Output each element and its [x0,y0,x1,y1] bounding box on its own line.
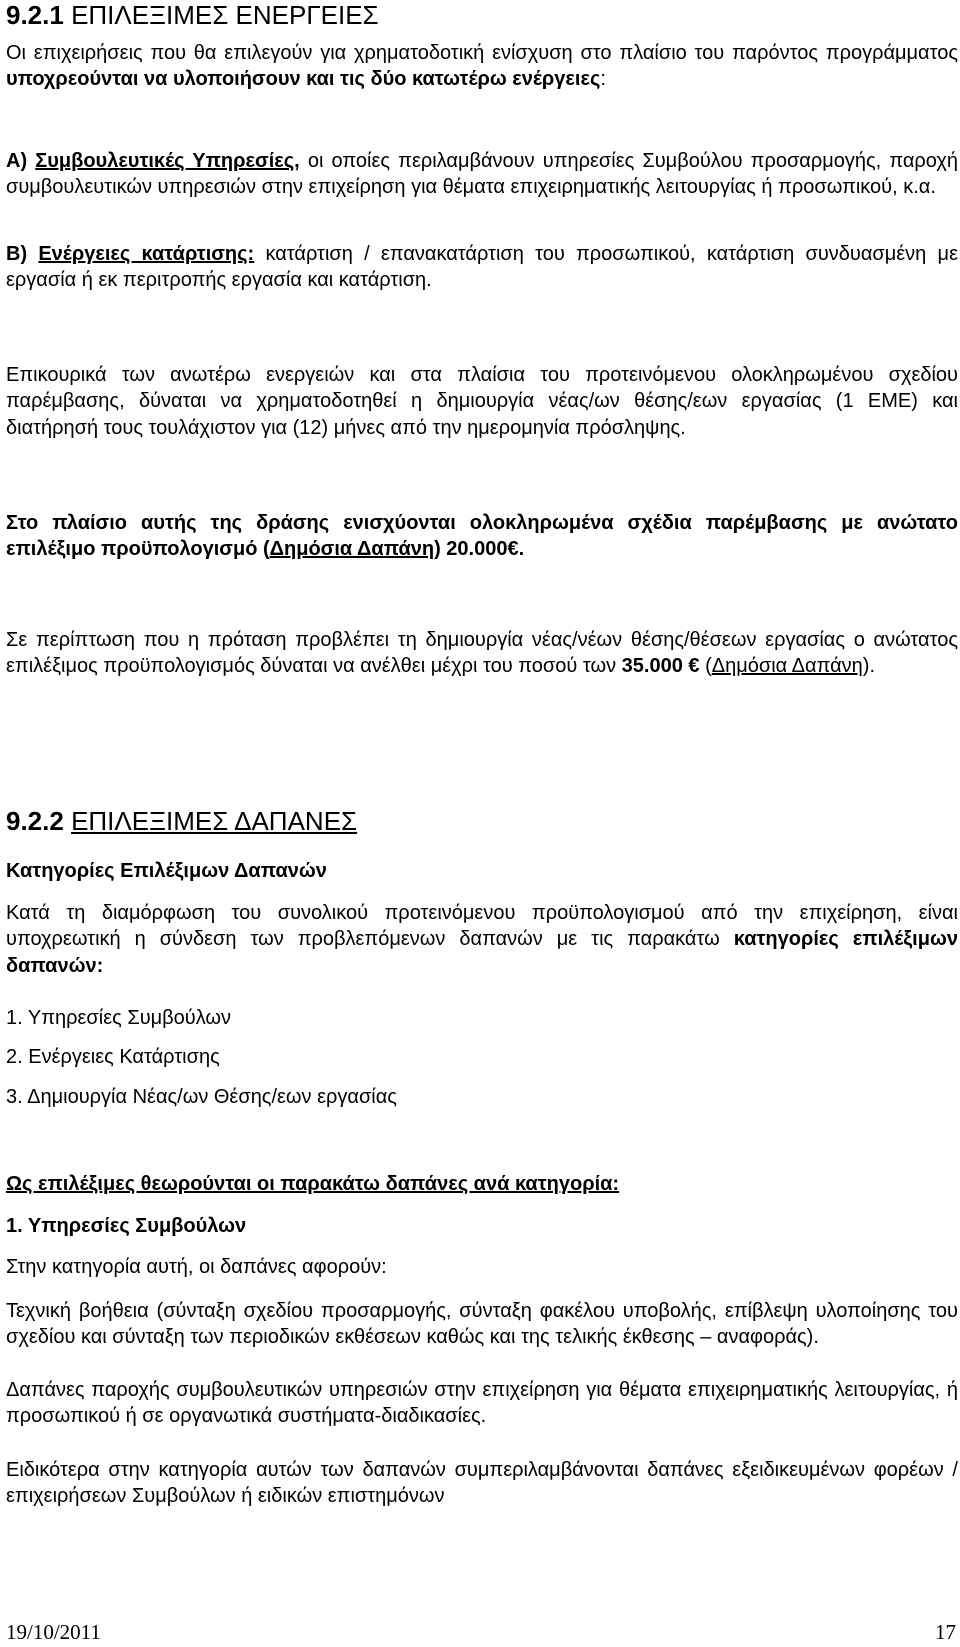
category-1-intro: Στην κατηγορία αυτή, οι δαπάνες αφορούν: [6,1256,387,1278]
category-1-technical-assistance: Τεχνική βοήθεια (σύνταξη σχεδίου προσαρμογής, σύνταξη φακέλου υποβολής, επίβλεψη υλοποίησης του σχεδίου και σύνταξη των περιοδικών εκθέσεων καθώς και της τελικής έκθεσης – αναφοράς). [6,1300,958,1349]
budget-text: Στο πλαίσιο αυτής της δράσης ενισχύονται ολοκληρωμένα σχέδια παρέμβασης με ανώτατο επιλέξιμο προϋπολογισμό ( [6,512,958,561]
action-b-prefix: Β) [6,243,39,265]
budget-amount: ) 20.000€. [434,538,525,561]
new-jobs-text: Σε περίπτωση που η πρόταση προβλέπει τη δημιουργία νέας/νέων θέσης/θέσεων εργασίας ο ανώτατος επιλέξιμος προϋπολογισμός δύναται να ανέλθει μέχρι του ποσού των [6,629,958,678]
budget-paragraph [6,510,958,563]
section-title: ΕΠΙΛΕΞΙΜΕΣ ΔΑΠΑΝΕΣ [71,806,358,836]
action-b-text: κατάρτιση / επανακατάρτιση του προσωπικού, κατάρτιση συνδυασμένη με εργασία ή εκ περιτροπής εργασία και κατάρτιση. [6,243,958,292]
action-a-title: Συμβουλευτικές Υπηρεσίες, [35,150,300,172]
section-heading-9-2-2 [6,806,357,836]
intro-emphasis: υποχρεούνται να υλοποιήσουν και τις δύο κατωτέρω ενέργειες [6,68,601,91]
new-jobs-paren-open: ( [699,655,712,678]
new-jobs-amount: 35.000 € [621,655,700,678]
section-number: 9.2.2 [6,806,64,836]
list-item: 3. Δημιουργία Νέας/ων Θέσης/εων εργασίας [6,1086,397,1108]
category-1-specialists: Ειδικότερα στην κατηγορία αυτών των δαπανών συμπεριλαμβάνονται δαπάνες εξειδικευμένων φορέων /επιχειρήσεων Συμβούλων ή ειδικών επιστημόνων [6,1459,958,1508]
categories-intro-emphasis: κατηγορίες επιλέξιμων δαπανών: [6,928,958,977]
list-item: 2. Ενέργειες Κατάρτισης [6,1046,220,1068]
new-jobs-paragraph [6,627,958,680]
category-1-heading: 1. Υπηρεσίες Συμβούλων [6,1215,247,1237]
intro-text: Οι επιχειρήσεις που θα επιλεγούν για χρηματοδοτική ενίσχυση στο πλαίσιο του παρόντος προγράμματος [6,42,958,64]
intro-paragraph [6,40,958,93]
list-item: 1. Υπηρεσίες Συμβούλων [6,1007,232,1029]
new-jobs-public-expenditure: Δημόσια Δαπάνη [711,655,863,678]
eligible-expenses-heading: Ως επιλέξιμες θεωρούνται οι παρακάτω δαπάνες ανά κατηγορία: [6,1173,620,1195]
supplementary-paragraph: Επικουρικά των ανωτέρω ενεργειών και στα πλαίσια του προτεινόμενου ολοκληρωμένου σχεδίου παρέμβασης, δύναται να χρηματοδοτηθεί η δημιουργία νέας/ων θέσης/εων εργασίας (1 ΕΜΕ) και διατήρησή τους τουλάχιστον για (12) μήνες από την ημερομηνία πρόσληψης. [6,364,958,439]
new-jobs-paren-close: ). [862,655,876,678]
action-a-text: οι οποίες περιλαμβάνουν υπηρεσίες Συμβούλου προσαρμογής, παροχή συμβουλευτικών υπηρεσιών στην επιχείρηση για θέματα επιχειρηματικής λειτουργίας ή προσωπικού, κ.α. [6,150,959,199]
section-heading-9-2-1 [6,0,379,30]
categories-intro-paragraph [6,900,958,979]
section-title: ΕΠΙΛΕΞΙΜΕΣ ΕΝΕΡΓΕΙΕΣ [71,0,379,30]
action-b-title: Ενέργειες κατάρτισης: [38,243,255,265]
eligible-categories-subtitle: Κατηγορίες Επιλέξιμων Δαπανών [6,860,327,882]
page-number: 17 [935,1620,956,1644]
section-number: 9.2.1 [6,0,64,30]
footer-date: 19/10/2011 [6,1620,101,1644]
action-a-prefix: Α) [6,150,36,172]
action-b-paragraph [6,241,958,294]
intro-colon: : [600,68,606,91]
category-1-consulting-expenses: Δαπάνες παροχής συμβουλευτικών υπηρεσιών στην επιχείρηση για θέματα επιχειρηματικής λειτουργίας, ή προσωπικού ή σε οργανωτικά συστήματα-διαδικασίες. [6,1379,958,1428]
budget-public-expenditure: Δημόσια Δαπάνη [269,538,435,561]
action-a-paragraph [6,148,958,201]
categories-intro-text: Κατά τη διαμόρφωση του συνολικού προτεινόμενου προϋπολογισμού από την επιχείρηση, είναι υποχρεωτική η σύνδεση των προβλεπόμενων δαπανών με τις παρακάτω [6,902,958,951]
